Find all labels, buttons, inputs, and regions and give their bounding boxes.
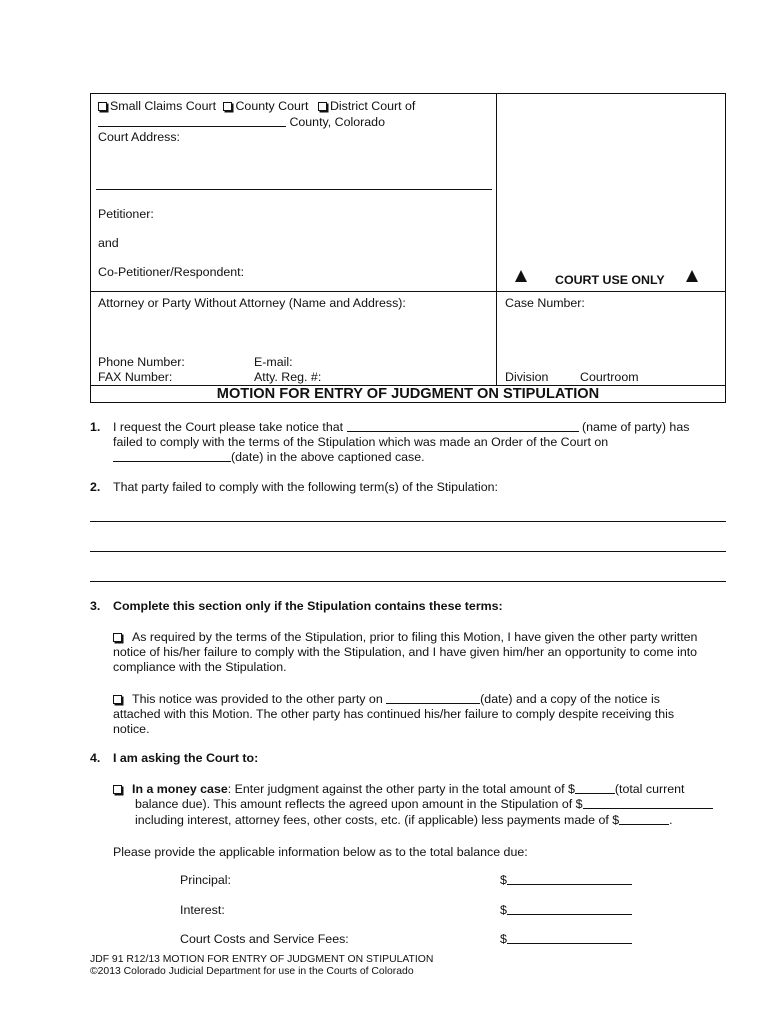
interest-field[interactable] bbox=[507, 904, 632, 915]
principal-field[interactable] bbox=[507, 874, 632, 885]
division-label: Division bbox=[505, 370, 549, 384]
notice-option-line2: notice of his/her failure to comply with the Stipulation, and I have given him/her an opportunity to come into bbox=[113, 645, 698, 659]
notice-provided-line3: notice. bbox=[113, 722, 150, 736]
court-address-line[interactable] bbox=[96, 189, 492, 190]
money-case-line2: balance due). This amount reflects the agreed upon amount in the Stipulation of $ bbox=[135, 798, 713, 810]
small-claims-label: Small Claims Court bbox=[110, 99, 217, 113]
notice-option-line1: As required by the terms of the Stipulation, prior to filing this Motion, I have given the other party written bbox=[113, 631, 697, 643]
party-name-field[interactable] bbox=[347, 421, 579, 432]
notice-date-field[interactable] bbox=[386, 693, 480, 704]
and-label: and bbox=[98, 236, 119, 250]
item3-number: 3. bbox=[90, 599, 101, 613]
county-court-label: County Court bbox=[235, 99, 309, 113]
caption-divider-vertical bbox=[496, 93, 497, 385]
footer-copyright: ©2013 Colorado Judicial Department for use in the Courts of Colorado bbox=[90, 966, 414, 977]
county-row bbox=[98, 116, 385, 128]
notice-provided-line2: attached with this Motion. The other party has continued his/her failure to comply despite receiving this bbox=[113, 707, 675, 721]
item1-line3: (date) in the above captioned case. bbox=[113, 451, 425, 463]
county-court-checkbox[interactable] bbox=[223, 102, 232, 111]
item4-text: I am asking the Court to: bbox=[113, 751, 259, 765]
notice-provided-checkbox[interactable] bbox=[113, 695, 122, 704]
total-amount-field[interactable] bbox=[575, 783, 615, 794]
district-court-label: District Court of bbox=[329, 99, 416, 113]
courtroom-label: Courtroom bbox=[580, 370, 639, 384]
atty-reg-label: Atty. Reg. #: bbox=[254, 370, 322, 384]
caption-divider-horizontal bbox=[90, 291, 726, 292]
item1-line1: I request the Court please take notice that (name of party) has bbox=[113, 420, 690, 434]
caption-box bbox=[90, 93, 726, 403]
court-address-label: Court Address: bbox=[98, 130, 180, 144]
money-case-line3: including interest, attorney fees, other costs, etc. (if applicable) less payments made of $ . bbox=[135, 813, 673, 827]
principal-amount: $ bbox=[500, 874, 632, 886]
district-court-checkbox[interactable] bbox=[318, 102, 327, 111]
interest-label: Interest: bbox=[180, 903, 225, 917]
order-date-field[interactable] bbox=[113, 451, 231, 462]
phone-label: Phone Number: bbox=[98, 355, 185, 369]
court-options-row bbox=[98, 100, 415, 112]
email-label: E-mail: bbox=[254, 355, 293, 369]
principal-label: Principal: bbox=[180, 873, 231, 887]
item2-text: That party failed to comply with the following term(s) of the Stipulation: bbox=[113, 480, 498, 494]
court-costs-field[interactable] bbox=[507, 933, 632, 944]
money-case-checkbox[interactable] bbox=[113, 785, 122, 794]
court-use-right-triangle-icon bbox=[686, 270, 698, 282]
money-case-line1: In a money case: Enter judgment against the other party in the total amount of $ (total current bbox=[113, 783, 684, 795]
court-use-only-label: COURT USE ONLY bbox=[555, 273, 665, 287]
footer-form-id: JDF 91 R12/13 MOTION FOR ENTRY OF JUDGMENT ON STIPULATION bbox=[90, 954, 434, 965]
terms-line-3[interactable] bbox=[90, 581, 726, 582]
item1-number: 1. bbox=[90, 420, 101, 434]
interest-amount: $ bbox=[500, 904, 632, 916]
notice-given-checkbox[interactable] bbox=[113, 633, 122, 642]
notice-option-line3: compliance with the Stipulation. bbox=[113, 660, 287, 674]
co-petitioner-label: Co-Petitioner/Respondent: bbox=[98, 265, 245, 279]
terms-line-2[interactable] bbox=[90, 551, 726, 552]
item1-line2: failed to comply with the terms of the Stipulation which was made an Order of the Court on bbox=[113, 435, 609, 449]
stipulation-amount-field[interactable] bbox=[583, 798, 713, 809]
document-title: MOTION FOR ENTRY OF JUDGMENT ON STIPULATION bbox=[216, 386, 600, 402]
provide-info-text: Please provide the applicable information below as to the total balance due: bbox=[113, 845, 528, 859]
fax-label: FAX Number: bbox=[98, 370, 173, 384]
terms-line-1[interactable] bbox=[90, 521, 726, 522]
item3-text: Complete this section only if the Stipulation contains these terms: bbox=[113, 599, 503, 613]
county-suffix: County, Colorado bbox=[289, 115, 385, 129]
item4-number: 4. bbox=[90, 751, 101, 765]
court-costs-label: Court Costs and Service Fees: bbox=[180, 932, 349, 946]
petitioner-label: Petitioner: bbox=[98, 207, 154, 221]
small-claims-checkbox[interactable] bbox=[98, 102, 107, 111]
court-use-left-triangle-icon bbox=[515, 270, 527, 282]
notice-provided-line1: This notice was provided to the other party on (date) and a copy of the notice is bbox=[113, 693, 660, 705]
county-name-field[interactable] bbox=[98, 116, 286, 127]
court-costs-amount: $ bbox=[500, 933, 632, 945]
attorney-label: Attorney or Party Without Attorney (Name and Address): bbox=[98, 296, 406, 310]
item2-number: 2. bbox=[90, 480, 101, 494]
case-number-label: Case Number: bbox=[505, 296, 585, 310]
payments-made-field[interactable] bbox=[619, 814, 669, 825]
